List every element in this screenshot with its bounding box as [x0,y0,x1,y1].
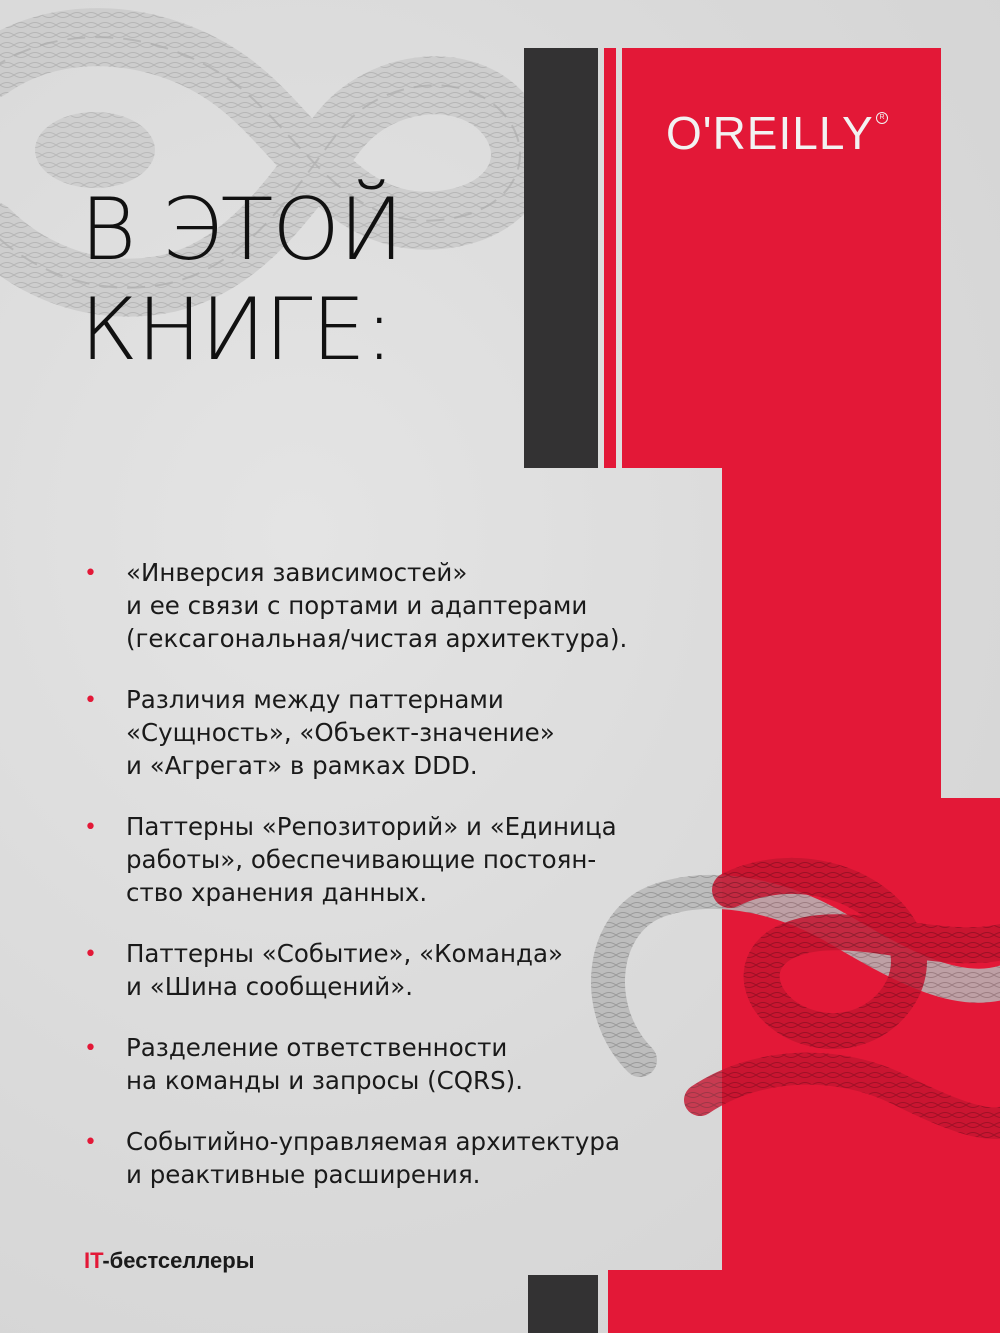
feature-line: Различия между паттернами [126,685,504,714]
feature-list [84,556,684,1219]
feature-line: Паттерны «Событие», «Команда» [126,939,563,968]
bullet-icon: • [84,561,97,586]
headline-line-1: В ЭТОЙ [80,180,403,280]
feature-item [84,1125,684,1191]
feature-item [84,556,684,655]
oreilly-logo: O'REILLY [666,107,874,159]
feature-item [84,683,684,782]
red-panel-bottom [722,798,1000,1333]
feature-line: «Сущность», «Объект-значение» [126,718,555,747]
feature-line: и «Шина сообщений». [126,972,413,1001]
feature-line: работы», обеспечивающие постоян- [126,845,597,874]
red-stripe-thin [604,48,616,468]
series-rest: -бестселлеры [102,1248,255,1273]
feature-line: Паттерны «Репозиторий» и «Единица [126,812,617,841]
feature-item [84,937,684,1003]
bullet-icon: • [84,815,97,840]
feature-line: на команды и запросы (CQRS). [126,1066,523,1095]
headline-line-2: КНИГЕ: [80,280,393,380]
red-panel-footer [608,1270,722,1333]
headline [80,180,403,380]
dark-stripe-bottom [528,1275,598,1333]
feature-line: Разделение ответственности [126,1033,508,1062]
feature-item [84,1031,684,1097]
feature-line: Событийно-управляемая архитектура [126,1127,620,1156]
bullet-icon: • [84,688,97,713]
feature-line: и «Агрегат» в рамках DDD. [126,751,478,780]
registered-mark-icon: R [876,112,888,124]
bullet-icon: • [84,942,97,967]
feature-line: (гексагональная/чистая архитектура). [126,624,628,653]
series-accent: IT [84,1248,103,1273]
feature-line: и ее связи с портами и адаптерами [126,591,588,620]
red-panel-middle [722,468,941,798]
feature-line: «Инверсия зависимостей» [126,558,468,587]
feature-line: и реактивные расширения. [126,1160,481,1189]
bullet-icon: • [84,1036,97,1061]
series-label [84,1248,255,1274]
feature-line: ство хранения данных. [126,878,428,907]
feature-item [84,810,684,909]
dark-stripe-top [524,48,598,468]
bullet-icon: • [84,1130,97,1155]
